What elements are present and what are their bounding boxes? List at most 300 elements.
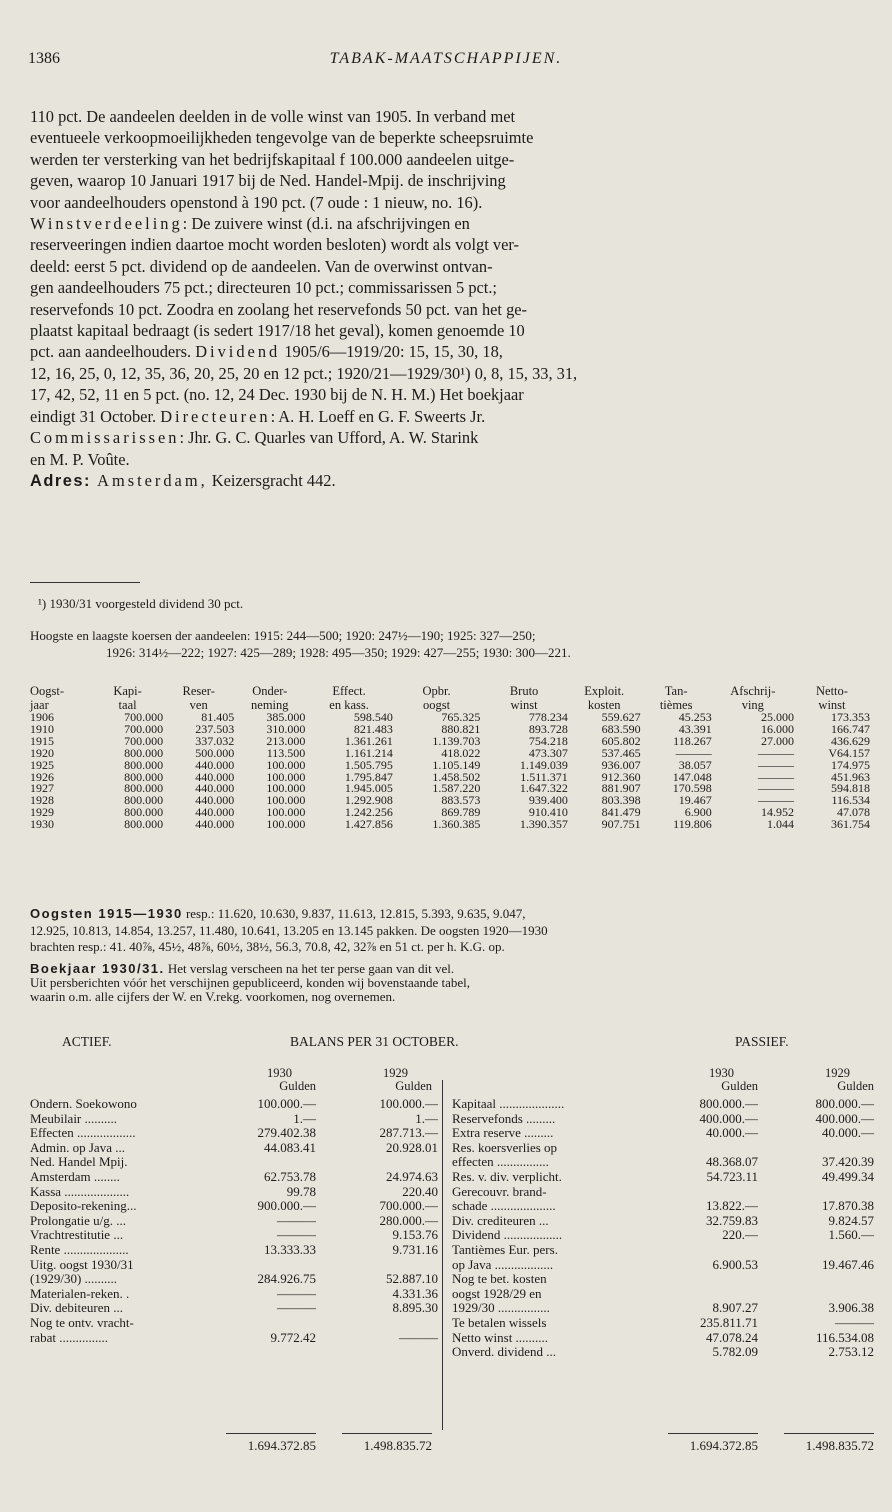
balance-value-1929: 3.906.38 xyxy=(828,1300,874,1316)
stats-header-cell: ven xyxy=(189,698,208,712)
table-cell: 598.540 xyxy=(353,710,393,724)
oogsten-label: Oogsten 1915—1930 xyxy=(30,906,183,921)
table-cell: 1.505.795 xyxy=(344,757,393,772)
passief-row xyxy=(452,1214,874,1229)
body-text: 1905/6—1919/20: 15, 15, 30, 18, xyxy=(280,342,503,362)
table-cell: 1920 xyxy=(30,745,54,760)
spaced-term: Directeuren xyxy=(160,406,271,426)
balance-label: Ondern. Soekowono xyxy=(30,1096,137,1111)
passief-row xyxy=(452,1287,874,1302)
balance-value-1929: 17.870.38 xyxy=(822,1198,874,1214)
table-cell: 800.000 xyxy=(124,793,164,808)
sum-rule xyxy=(342,1433,432,1434)
balance-value-1929: 116.534.08 xyxy=(815,1329,874,1345)
balance-value-1930: 900.000.— xyxy=(257,1198,316,1214)
balance-label: Reservefonds ......... xyxy=(452,1110,556,1126)
passief-row xyxy=(452,1228,874,1243)
balance-label: Onverd. dividend ... xyxy=(452,1344,556,1360)
balance-value-1930: 800.000.— xyxy=(699,1096,758,1111)
passief-row xyxy=(452,1185,874,1200)
table-cell: 1.945.005 xyxy=(344,781,393,796)
body-text: Keizersgracht 442. xyxy=(207,470,336,490)
body-line xyxy=(30,427,870,448)
body-text: : A. H. Loeff en G. F. Sweerts Jr. xyxy=(270,406,486,426)
balance-label: Tantièmes Eur. pers. xyxy=(452,1241,558,1257)
table-cell: 1.361.261 xyxy=(344,733,393,748)
balance-value-1929: 1.560.— xyxy=(828,1227,874,1243)
balance-value-1929: 220.40 xyxy=(402,1183,438,1199)
balance-value-1929 xyxy=(758,1287,874,1302)
balance-value-1930 xyxy=(642,1243,758,1258)
balance-value-1930: 99.78 xyxy=(286,1183,316,1199)
balance-value-1930 xyxy=(642,1287,758,1302)
body-line: reservefonds 10 pct. Zoodra en zoolang het reservefonds 50 pct. van het ge- xyxy=(30,299,528,319)
body-text: eindigt 31 October. xyxy=(30,406,161,426)
balance-value-1930: 6.900.53 xyxy=(712,1256,758,1272)
table-cell: 800.000 xyxy=(124,781,164,796)
stats-header-cell: Bruto xyxy=(509,684,539,698)
balance-value-1930: 100.000.— xyxy=(257,1096,316,1111)
balance-value-1930: 1.— xyxy=(293,1110,316,1126)
body-line: 110 pct. De aandeelen deelden in de volle winst van 1905. In verband met xyxy=(30,107,516,126)
balance-label: Vrachtrestitutie ... xyxy=(30,1227,124,1243)
table-cell: 100.000 xyxy=(266,769,306,784)
footnote-rule xyxy=(30,582,140,583)
table-cell: 436.629 xyxy=(831,733,870,748)
table-cell: 910.410 xyxy=(528,805,568,820)
actief-year-heading: 1930 Gulden xyxy=(267,1066,316,1093)
table-cell: 800.000 xyxy=(124,745,164,760)
balance-divider xyxy=(442,1080,443,1430)
table-cell: 170.598 xyxy=(672,781,712,796)
body-line xyxy=(30,341,870,362)
actief-row xyxy=(30,1155,438,1170)
passief-row xyxy=(452,1243,874,1258)
stats-header-cell: Afschrij- xyxy=(730,684,776,698)
actief-row xyxy=(30,1214,438,1229)
table-cell: 14.952 xyxy=(760,805,794,820)
balance-value-1930: ——— xyxy=(277,1300,316,1316)
balance-value-1930: ——— xyxy=(277,1285,316,1301)
table-cell: 893.728 xyxy=(528,721,568,736)
stats-header-cell: Opbr. xyxy=(422,684,451,698)
passief-row xyxy=(452,1331,874,1346)
table-cell: V64.157 xyxy=(828,745,870,760)
table-cell: 113.500 xyxy=(266,745,306,760)
stats-header-row xyxy=(30,684,870,698)
actief-table xyxy=(30,1097,438,1345)
balance-label: Nog te ontv. vracht- xyxy=(30,1314,134,1330)
body-text: : De zuivere winst (d.i. na afschrijvingen en xyxy=(182,214,470,234)
body-line: 12, 16, 25, 0, 12, 35, 36, 20, 25, 20 en 12 pct.; 1920/21—1929/30¹) 0, 8, 15, 33, 31, xyxy=(30,363,578,383)
spaced-term: Dividend xyxy=(195,342,281,362)
balance-value-1929: 9.824.57 xyxy=(828,1212,874,1228)
boekjaar-line: waarin o.m. alle cijfers der W. en V.rekg. voorkomen, nog overnemen. xyxy=(30,989,396,1004)
balance-value-1929 xyxy=(316,1316,438,1331)
table-cell: 1.511.371 xyxy=(520,769,568,784)
table-cell: 1.139.703 xyxy=(432,733,481,748)
table-cell: 1.587.220 xyxy=(432,781,481,796)
stats-header-cell: en kass. xyxy=(329,698,369,712)
table-cell: 594.818 xyxy=(831,781,870,796)
table-cell: 1928 xyxy=(30,793,54,808)
balance-label: Ned. Handel Mpij. xyxy=(30,1154,128,1170)
passief-row xyxy=(452,1301,874,1316)
table-cell: 1.161.214 xyxy=(344,745,393,760)
passief-table xyxy=(452,1097,874,1360)
body-line: voor aandeelhouders openstond à 190 pct. (7 oude : 1 nieuw, no. 16). xyxy=(30,192,483,212)
balance-label: Materialen-reken. . xyxy=(30,1285,130,1301)
balance-value-1930 xyxy=(642,1272,758,1287)
balance-value-1930: 13.822.— xyxy=(706,1198,758,1214)
table-cell: 700.000 xyxy=(124,733,164,748)
actief-row xyxy=(30,1331,438,1346)
table-cell: 939.400 xyxy=(528,793,568,808)
balance-value-1929: 400.000.— xyxy=(815,1110,874,1126)
actief-row xyxy=(30,1258,438,1273)
stats-header-cell: oogst xyxy=(423,698,451,712)
balance-label: op Java .................. xyxy=(452,1256,554,1272)
balance-value-1930: 400.000.— xyxy=(699,1110,758,1126)
body-line xyxy=(30,213,870,234)
table-cell: ——— xyxy=(757,781,794,796)
stats-header-cell: Kapi- xyxy=(113,684,142,698)
body-line: 17, 42, 52, 11 en 5 pct. (no. 12, 24 Dec. 1930 bij de N. H. M.) Het boekjaar xyxy=(30,385,524,405)
balance-value-1929: 19.467.46 xyxy=(822,1256,874,1272)
balance-value-1930: 13.333.33 xyxy=(264,1241,316,1257)
table-cell: 440.000 xyxy=(195,781,235,796)
page-number: 1386 xyxy=(28,50,60,67)
table-cell: 1.795.847 xyxy=(344,769,393,784)
balance-value-1929 xyxy=(316,1258,438,1273)
passief-row xyxy=(452,1199,874,1214)
stats-header-cell: Reser- xyxy=(182,684,215,698)
oogsten-line: 12.925, 10.813, 14.854, 13.257, 11.480, 10.641, 13.205 en 13.145 pakken. De oogsten 1920—1930 xyxy=(30,922,548,938)
balance-value-1929: ——— xyxy=(399,1329,438,1345)
table-cell: 100.000 xyxy=(266,757,306,772)
balance-label: Prolongatie u/g. ... xyxy=(30,1212,127,1228)
oogsten-text xyxy=(30,906,548,956)
balance-label: Kapitaal .................... xyxy=(452,1096,565,1111)
table-cell: 559.627 xyxy=(601,710,641,724)
sum-rule xyxy=(226,1433,316,1434)
stats-header-cell: tièmes xyxy=(659,698,693,712)
balance-value-1929: 2.753.12 xyxy=(828,1344,874,1360)
table-cell: 1.044 xyxy=(766,817,794,832)
table-cell: 45.253 xyxy=(678,710,712,724)
table-cell: 47.078 xyxy=(837,805,870,820)
table-cell: 1915 xyxy=(30,733,54,748)
table-cell: 27.000 xyxy=(760,733,794,748)
table-cell: 881.907 xyxy=(601,781,641,796)
passief-row xyxy=(452,1112,874,1127)
stats-header-cell: Netto- xyxy=(816,684,848,698)
balance-label: Div. debiteuren ... xyxy=(30,1300,124,1316)
table-cell: 1930 xyxy=(30,817,54,832)
oogsten-line: brachten resp.: 41. 40⅞, 45½, 48⅞, 60½, 38½, 56.3, 70.8, 42, 32⅞ en 51 ct. per h. K.G. op. xyxy=(30,939,505,954)
balance-label: Te betalen wissels xyxy=(452,1314,547,1330)
table-cell: 440.000 xyxy=(195,793,235,808)
balance-value-1930 xyxy=(226,1258,316,1273)
balance-value-1930: 220.— xyxy=(722,1227,758,1243)
table-cell: 440.000 xyxy=(195,769,235,784)
stats-header-cell: Oogst- xyxy=(30,684,65,698)
balance-label: Res. koersverlies op xyxy=(452,1139,558,1155)
balance-value-1929: 9.153.76 xyxy=(392,1227,438,1243)
balance-value-1930: ——— xyxy=(277,1227,316,1243)
table-cell: 1.390.357 xyxy=(519,817,568,832)
table-cell: 19.467 xyxy=(678,793,712,808)
balance-value-1930 xyxy=(226,1316,316,1331)
passief-total-1930: 1.694.372.85 xyxy=(689,1438,758,1453)
table-cell: 765.325 xyxy=(441,710,481,724)
actief-row xyxy=(30,1185,438,1200)
balance-value-1929: 49.499.34 xyxy=(822,1168,874,1184)
balance-label: Admin. op Java ... xyxy=(30,1139,125,1155)
table-cell: 800.000 xyxy=(124,805,164,820)
table-cell: 1.360.385 xyxy=(432,817,481,832)
table-cell: 537.465 xyxy=(601,745,641,760)
running-title: TABAK-MAATSCHAPPIJEN. xyxy=(329,50,563,67)
balance-value-1929: 700.000.— xyxy=(379,1198,438,1214)
balance-value-1929: ——— xyxy=(835,1314,874,1330)
footnote: ¹) 1930/31 voorgesteld dividend 30 pct. xyxy=(38,596,244,611)
table-cell: 166.747 xyxy=(831,721,870,736)
address-label: Adres: xyxy=(30,471,91,490)
actief-row xyxy=(30,1126,438,1141)
balance-value-1929: 9.731.16 xyxy=(392,1241,438,1257)
actief-year-heading: 1929 Gulden xyxy=(383,1066,432,1093)
actief-row xyxy=(30,1112,438,1127)
table-cell: 100.000 xyxy=(266,781,306,796)
koersen-line: 1926: 314½—222; 1927: 425—289; 1928: 495—350; 1929: 427—255; 1930: 300—221. xyxy=(106,645,571,660)
table-cell: 1.647.322 xyxy=(519,781,568,796)
table-cell: 869.789 xyxy=(441,805,481,820)
table-cell: 605.802 xyxy=(601,733,641,748)
table-cell: 883.573 xyxy=(441,793,481,808)
balance-value-1930: 9.772.42 xyxy=(270,1329,316,1345)
stats-header-cell: kosten xyxy=(587,698,621,712)
balance-label: Netto winst .......... xyxy=(452,1329,549,1345)
stats-header-cell: winst xyxy=(818,698,846,712)
passief-row xyxy=(452,1272,874,1287)
body-line: gen aandeelhouders 75 pct.; directeuren 10 pct.; commissarissen 5 pct.; xyxy=(30,278,497,298)
sum-rule xyxy=(668,1433,758,1434)
table-cell: 1.242.256 xyxy=(344,805,393,820)
balance-value-1930: 5.782.09 xyxy=(712,1344,758,1360)
table-cell: 451.963 xyxy=(831,769,870,784)
balance-value-1929: 1.— xyxy=(415,1110,438,1126)
table-cell: 174.975 xyxy=(831,757,870,772)
passief-row xyxy=(452,1170,874,1185)
balance-value-1930: 54.723.11 xyxy=(706,1168,758,1184)
balance-label: Res. v. div. verplicht. xyxy=(452,1168,562,1184)
table-cell: 118.267 xyxy=(673,733,712,748)
table-cell: 16.000 xyxy=(760,721,794,736)
table-cell: 418.022 xyxy=(441,745,481,760)
balance-label: Deposito-rekening... xyxy=(30,1198,137,1214)
balance-value-1929: 37.420.39 xyxy=(822,1154,874,1170)
balance-value-1930: 44.083.41 xyxy=(264,1139,316,1155)
table-cell: ——— xyxy=(757,757,794,772)
passief-row xyxy=(452,1345,874,1360)
table-cell: 936.007 xyxy=(601,757,641,772)
balance-value-1930: 284.926.75 xyxy=(257,1271,316,1287)
stats-header-cell: Onder- xyxy=(252,684,288,698)
table-cell: 841.479 xyxy=(601,805,641,820)
table-cell: 880.821 xyxy=(441,721,481,736)
body-text: : Jhr. G. C. Quarles van Ufford, A. W. Starink xyxy=(179,428,479,448)
balance-value-1929: 40.000.— xyxy=(822,1125,874,1141)
stats-header-cell: taal xyxy=(118,698,137,712)
stats-header-cell: Exploit. xyxy=(584,684,625,698)
sum-rule xyxy=(784,1433,874,1434)
balance-value-1929: 52.887.10 xyxy=(386,1271,438,1287)
stats-header-cell: jaar xyxy=(30,698,49,712)
table-cell: 361.754 xyxy=(831,817,870,832)
table-cell: 81.405 xyxy=(201,710,235,724)
actief-row xyxy=(30,1141,438,1156)
table-cell: 800.000 xyxy=(124,757,164,772)
balance-value-1930: ——— xyxy=(277,1212,316,1228)
table-cell: 1906 xyxy=(30,710,54,724)
balance-value-1929: 4.331.36 xyxy=(392,1285,438,1301)
balance-value-1930: 279.402.38 xyxy=(257,1125,316,1141)
balance-label: Amsterdam ........ xyxy=(30,1168,120,1184)
actief-row xyxy=(30,1199,438,1214)
balance-value-1930: 40.000.— xyxy=(706,1125,758,1141)
balance-value-1929: 20.928.01 xyxy=(386,1139,438,1155)
balance-value-1930 xyxy=(226,1155,316,1170)
table-cell: 310.000 xyxy=(266,721,306,736)
table-cell: 683.590 xyxy=(601,721,641,736)
table-cell: 43.391 xyxy=(678,721,712,736)
table-cell: 100.000 xyxy=(266,805,306,820)
balance-value-1929: 100.000.— xyxy=(379,1096,438,1111)
table-cell: 237.503 xyxy=(195,721,235,736)
balance-label: (1929/30) .......... xyxy=(30,1271,118,1287)
balance-value-1929 xyxy=(758,1185,874,1200)
table-cell: 147.048 xyxy=(672,769,712,784)
table-cell: 25.000 xyxy=(760,710,794,724)
body-line: deeld: eerst 5 pct. dividend op de aandeelen. Van de overwinst ontvan- xyxy=(30,256,493,276)
table-cell: 500.000 xyxy=(195,745,235,760)
table-cell: 119.806 xyxy=(673,817,712,832)
balance-value-1930: 48.368.07 xyxy=(706,1154,758,1170)
table-cell: ——— xyxy=(757,745,794,760)
body-line: reserveeringen indien daartoe mocht worden besloten) wordt als volgt ver- xyxy=(30,235,519,255)
balance-value-1930: 32.759.83 xyxy=(706,1212,758,1228)
balance-label: Gerecouvr. brand- xyxy=(452,1183,547,1199)
balance-value-1929 xyxy=(758,1141,874,1156)
passief-row xyxy=(452,1258,874,1273)
body-text: pct. aan aandeelhouders. xyxy=(30,342,196,362)
actief-row xyxy=(30,1228,438,1243)
stats-header-cell: ving xyxy=(741,698,764,712)
table-cell: 1927 xyxy=(30,781,54,796)
koersen-text xyxy=(30,627,571,661)
balance-value-1930: 62.753.78 xyxy=(264,1168,316,1184)
actief-row xyxy=(30,1243,438,1258)
body-line xyxy=(30,470,870,492)
passief-year-heading: 1930 Gulden xyxy=(709,1066,758,1093)
table-cell: 1929 xyxy=(30,805,54,820)
spaced-term: Winstverdeeling xyxy=(30,214,183,234)
passief-row xyxy=(452,1155,874,1170)
actief-row xyxy=(30,1097,438,1112)
table-cell: 1.149.039 xyxy=(519,757,568,772)
body-paragraph xyxy=(30,106,870,492)
table-cell: 912.360 xyxy=(601,769,641,784)
balance-label: Effecten .................. xyxy=(30,1125,136,1141)
balance-label: Uitg. oogst 1930/31 xyxy=(30,1256,134,1272)
boekjaar-line: Het verslag verscheen na het ter perse gaan van dit vel. xyxy=(164,961,455,976)
table-cell: 1.458.502 xyxy=(432,769,481,784)
body-line: plaatst kapitaal bedraagt (is sedert 1917/18 het geval), komen genoemde 10 xyxy=(30,321,525,341)
table-cell: 1.105.149 xyxy=(432,757,481,772)
balance-value-1929 xyxy=(758,1243,874,1258)
balance-label: Kassa .................... xyxy=(30,1183,130,1199)
body-line xyxy=(30,406,870,427)
table-cell: 473.307 xyxy=(528,745,568,760)
table-cell: 1.292.908 xyxy=(344,793,393,808)
actief-total-1929: 1.498.835.72 xyxy=(363,1438,432,1453)
balance-label: 1929/30 ................ xyxy=(452,1300,550,1316)
balance-label: oogst 1928/29 en xyxy=(452,1285,542,1301)
table-cell: 821.483 xyxy=(353,721,393,736)
balance-label: Dividend .................. xyxy=(452,1227,563,1243)
table-cell: 100.000 xyxy=(266,817,306,832)
body-line: geven, waarop 10 Januari 1917 bij de Ned. Handel-Mpij. de inschrijving xyxy=(30,171,506,191)
balance-value-1929: 24.974.63 xyxy=(386,1168,438,1184)
stats-table xyxy=(30,684,870,831)
balance-value-1929 xyxy=(758,1272,874,1287)
table-cell: 173.353 xyxy=(831,710,870,724)
balance-value-1930: 8.907.27 xyxy=(712,1300,758,1316)
passief-row xyxy=(452,1141,874,1156)
table-cell: 800.000 xyxy=(124,817,164,832)
stats-header-cell: winst xyxy=(510,698,538,712)
table-cell: 6.900 xyxy=(684,805,712,820)
table-cell: 440.000 xyxy=(195,757,235,772)
balance-label: Div. crediteuren ... xyxy=(452,1212,549,1228)
table-cell: 700.000 xyxy=(124,721,164,736)
body-line: eventueele verkoopmoeilijkheden tengevolge van de beperkte scheepsruimte xyxy=(30,128,534,148)
actief-total-1930: 1.694.372.85 xyxy=(247,1438,316,1453)
balance-value-1930 xyxy=(642,1141,758,1156)
table-cell: 803.398 xyxy=(601,793,641,808)
balance-label: schade .................... xyxy=(452,1198,556,1214)
actief-row xyxy=(30,1272,438,1287)
table-cell: 778.234 xyxy=(528,710,568,724)
passief-row xyxy=(452,1126,874,1141)
balance-value-1930: 235.811.71 xyxy=(699,1314,758,1330)
passief-row xyxy=(452,1097,874,1112)
table-cell: 337.032 xyxy=(195,733,235,748)
passief-total-1929: 1.498.835.72 xyxy=(805,1438,874,1453)
table-cell: ——— xyxy=(757,769,794,784)
boekjaar-text xyxy=(30,962,470,1004)
actief-row xyxy=(30,1316,438,1331)
actief-label: ACTIEF. xyxy=(62,1034,112,1049)
table-cell: ——— xyxy=(675,745,712,760)
body-line: en M. P. Voûte. xyxy=(30,449,130,469)
balance-label: Rente .................... xyxy=(30,1241,129,1257)
table-cell: 385.000 xyxy=(266,710,306,724)
balance-value-1930: 47.078.24 xyxy=(706,1329,758,1345)
table-cell: 1.427.856 xyxy=(344,817,393,832)
balance-label: Nog te bet. kosten xyxy=(452,1271,547,1287)
